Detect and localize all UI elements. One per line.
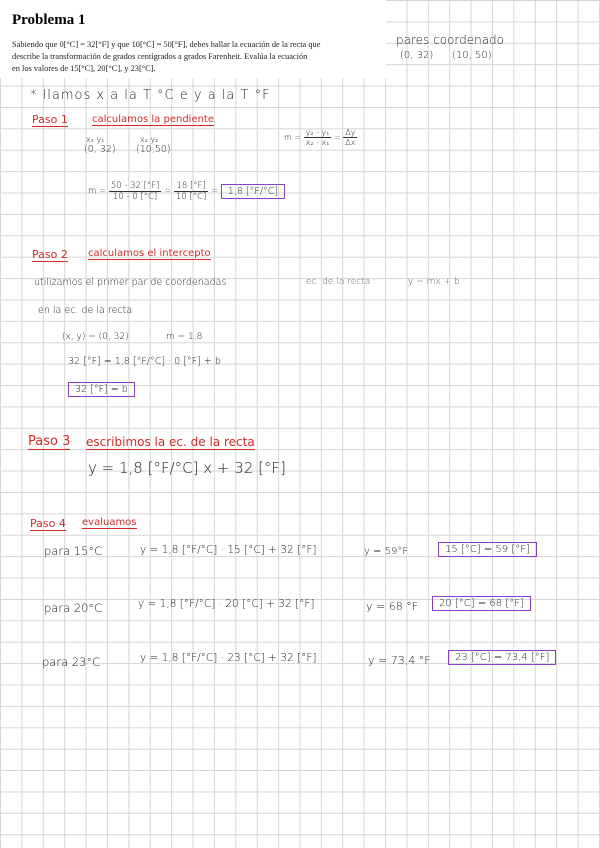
slope-calc: m = $\frac{50 - 32 [^\circ F]}{10 - 0 [^\circ C]}$ = $\frac{18 [^\circ F]}{10 [^\circ C]}$ = 1,8 [°F/°C] <box>88 181 285 202</box>
step1-pt2-head: x₂ y₂ <box>140 135 159 144</box>
eval-row-2-box: 20 [°C] = 68 [°F] <box>432 596 531 611</box>
step2-line2: en la ec. de la recta <box>38 305 133 316</box>
pair-1: (0, 32) <box>400 50 434 61</box>
step2-label: Paso 2 <box>32 248 68 261</box>
step2-note-eq: y = mx + b <box>408 277 460 287</box>
eval-row-3-y: y = 73,4 °F <box>368 654 431 667</box>
pairs-label: pares coordenado <box>396 33 505 47</box>
step4-title: evaluamos <box>82 517 137 528</box>
step2-m: m = 1,8 <box>166 332 203 342</box>
step2-substitution: 32 [°F] = 1,8 [°F/°C] · 0 [°F] + b <box>68 356 221 367</box>
step1-title: calculamos la pendiente <box>92 114 215 125</box>
eval-row-1-expr: y = 1,8 [°F/°C] · 15 [°C] + 32 [°F] <box>140 544 317 556</box>
step4-label: Paso 4 <box>30 517 66 530</box>
slope-result-box: 1,8 [°F/°C] <box>221 184 285 199</box>
slope-delta-frac: $\frac{\Delta y}{\Delta x}$ <box>345 128 356 147</box>
slope-formula: m = $\frac{\text{y₂ - y₁}}{\text{x₂ - x₁}}$ = $\frac{\Delta y}{\Delta x}$ <box>284 128 356 147</box>
step1-label: Paso 1 <box>32 113 68 126</box>
step3-title: escribimos la ec. de la recta <box>86 435 255 449</box>
step1-pt1: (0, 32) <box>84 144 116 155</box>
problem-title: Problema 1 <box>12 12 86 28</box>
step1-pt1-head: x₁ y₁ <box>86 135 105 144</box>
eval-row-1-box: 15 [°C] = 59 [°F] <box>438 542 537 557</box>
eval-row-3-para: para 23°C <box>42 655 101 669</box>
intercept-result-box: 32 [°F] = b <box>68 382 135 397</box>
statement-line-2: describe la transformación de grados centígrados a grados Farenheit. Evalúa la ecuación <box>12 52 308 61</box>
step2-title: calculamos el intercepto <box>88 248 211 259</box>
step1-pt2: (10,50) <box>136 144 171 155</box>
line-equation: y = 1,8 [°F/°C] x + 32 [°F] <box>88 459 286 477</box>
eval-row-1-para: para 15°C <box>44 544 103 558</box>
eval-row-2-para: para 20°C <box>44 601 103 615</box>
eval-row-1-y: y = 59°F <box>364 546 409 557</box>
eval-row-3-box: 23 [°C] = 73,4 [°F] <box>448 650 556 665</box>
step2-line1: utilizamos el primer par de coordenadas <box>34 277 227 288</box>
eval-row-3-expr: y = 1,8 [°F/°C] · 23 [°C] + 32 [°F] <box>140 652 317 664</box>
statement-line-3: en los valores de 15[°C], 20[°C], y 23[°C]. <box>12 64 156 73</box>
step2-xy: (x, y) = (0, 32) <box>62 332 129 342</box>
eval-row-2-expr: y = 1,8 [°F/°C] · 20 [°C] + 32 [°F] <box>138 598 315 610</box>
intro-line: * llamos x a la T °C e y a la T °F <box>30 88 271 103</box>
slope-formula-lhs: m = <box>284 133 302 142</box>
step3-label: Paso 3 <box>28 434 71 449</box>
pair-2: (10, 50) <box>452 50 492 61</box>
slope-formula-frac: $\frac{\text{y₂ - y₁}}{\text{x₂ - x₁}}$ <box>305 128 330 147</box>
eval-row-2-y: y = 68 °F <box>366 600 419 613</box>
step2-note-label: ec. de la recta : <box>306 277 377 287</box>
statement-line-1: Sabiendo que 0[°C] = 32[°F] y que 10[°C] = 50[°F], debes hallar la ecuación de la recta que <box>12 40 321 49</box>
